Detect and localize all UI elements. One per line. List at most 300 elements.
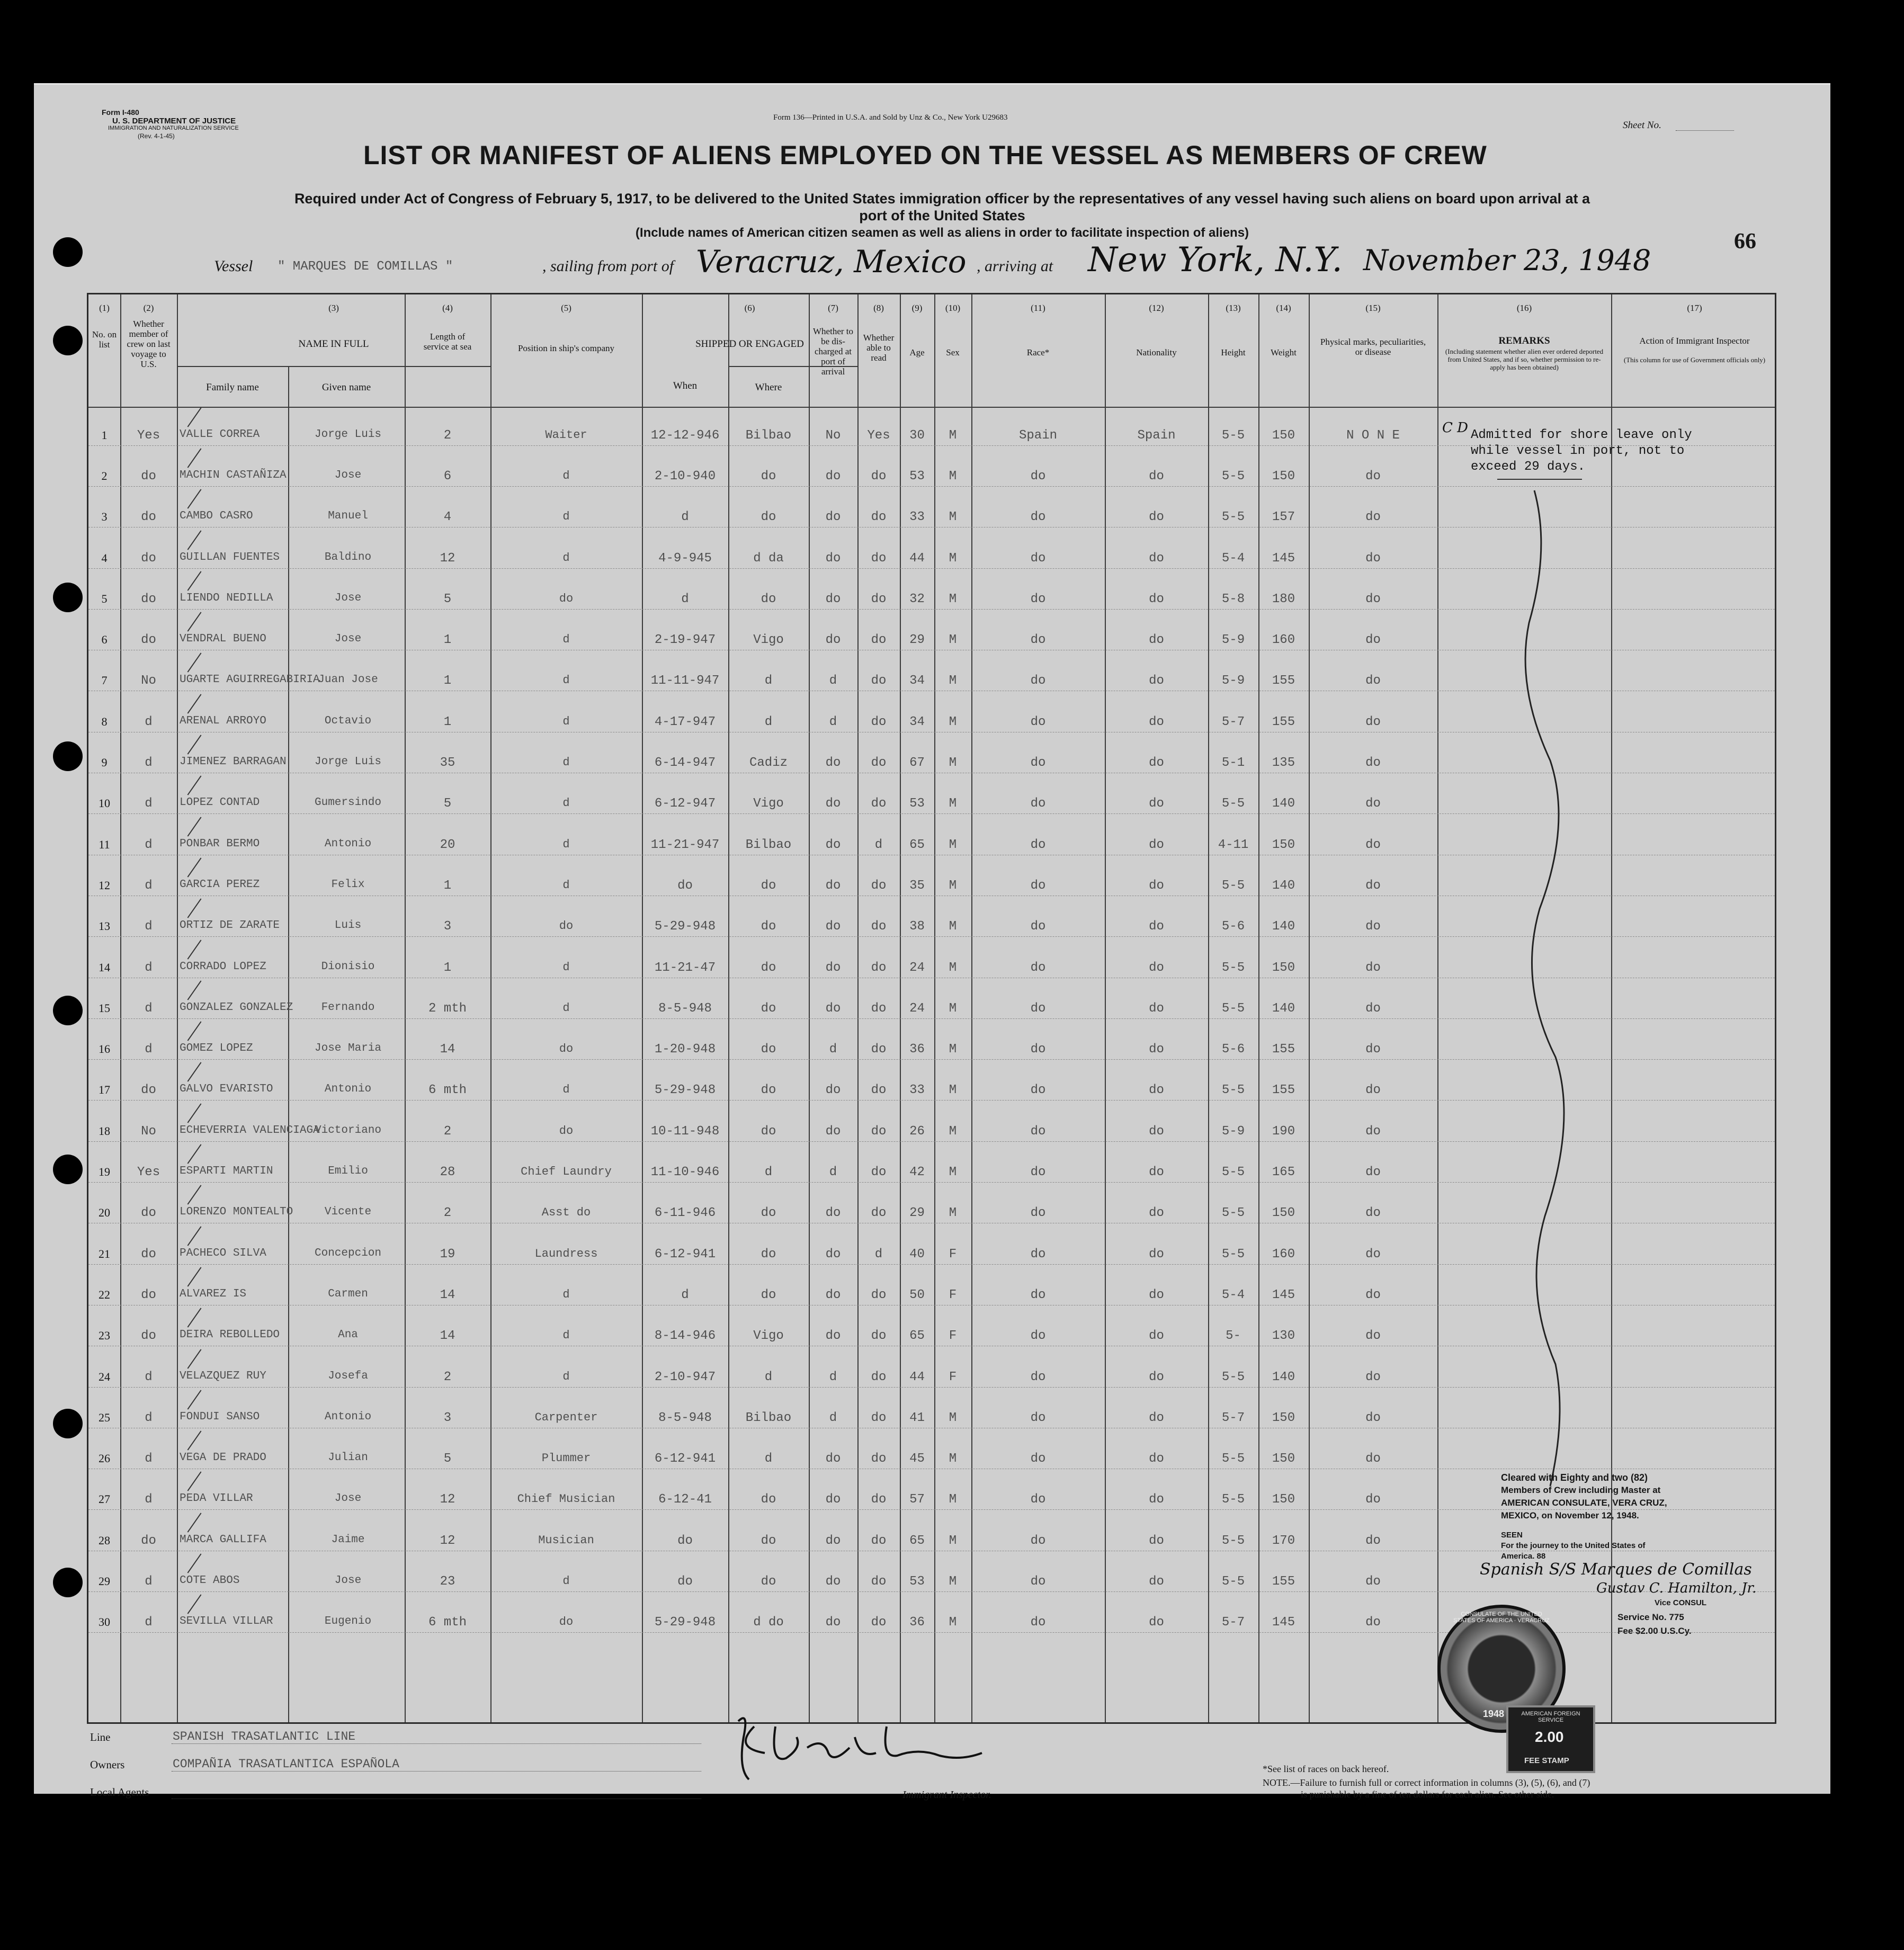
row-length-service: 1 — [443, 633, 452, 648]
row-number: 19 — [99, 1165, 110, 1179]
row-physical-marks: do — [1365, 551, 1381, 566]
row-height: 5-5 — [1221, 960, 1245, 975]
row-able-to-read: do — [871, 1001, 887, 1016]
row-weight: 150 — [1272, 1492, 1295, 1507]
row-nationality: do — [1149, 1575, 1164, 1589]
row-given-name: Manuel — [328, 510, 368, 523]
row-given-name: Dionisio — [321, 960, 375, 973]
row-number: 20 — [99, 1206, 110, 1220]
row-shipped-where: d da — [753, 551, 784, 566]
col-inspector-note: (This column for use of Government officials only) — [1623, 356, 1766, 364]
row-able-to-read: do — [871, 919, 887, 934]
row-shipped-when: 8-5-948 — [658, 1410, 712, 1425]
row-physical-marks: do — [1365, 1370, 1381, 1384]
row-given-name: Jose — [334, 1575, 362, 1587]
row-weight: 150 — [1272, 428, 1295, 443]
row-length-service: 3 — [443, 919, 452, 934]
row-age: 53 — [909, 1575, 925, 1589]
row-nationality: do — [1149, 1329, 1164, 1344]
row-discharged: do — [825, 1247, 841, 1262]
row-family-name: SEVILLA VILLAR — [180, 1615, 273, 1628]
row-shipped-where: d — [764, 714, 773, 729]
clearance-date: MEXICO, on November 12, 1948. — [1501, 1510, 1639, 1520]
row-weight: 140 — [1272, 1370, 1295, 1384]
row-number: 2 — [101, 469, 108, 482]
row-height: 5-5 — [1221, 878, 1245, 893]
row-position: do — [559, 1615, 574, 1629]
col1-num: (1) — [99, 303, 110, 313]
row-race: do — [1030, 1533, 1046, 1548]
row-sex: F — [949, 1370, 957, 1384]
row-race: do — [1030, 469, 1046, 484]
row-family-name: FONDUI SANSO — [180, 1410, 260, 1423]
row-shipped-where: d — [764, 1452, 773, 1466]
row-age: 50 — [909, 1287, 925, 1302]
row-length-service: 19 — [440, 1247, 455, 1262]
row-age: 29 — [909, 633, 925, 648]
row-height: 5-5 — [1221, 1452, 1245, 1466]
row-age: 26 — [909, 1124, 925, 1139]
col-crew-last-voyage: Whether member of crew on last voyage to U.S. — [127, 319, 171, 369]
col-given-name: Given name — [321, 382, 371, 393]
row-crew-last-voyage: do — [141, 633, 156, 648]
row-sex: M — [949, 674, 957, 688]
col-remarks-note: (Including statement whether alien ever ordered deported from United States, and if so, whether permission to re-apply has been obtained) — [1445, 347, 1604, 371]
row-nationality: do — [1149, 1042, 1164, 1057]
punch-hole — [53, 583, 83, 612]
row-sex: M — [949, 592, 957, 606]
row-age: 33 — [909, 1083, 925, 1098]
row-height: 5-5 — [1221, 1247, 1245, 1262]
row-physical-marks: do — [1365, 1206, 1381, 1221]
col12-num: (12) — [1149, 303, 1164, 313]
consulate-clearance — [1474, 1472, 1819, 1636]
row-nationality: do — [1149, 1533, 1164, 1548]
row-height: 5- — [1226, 1329, 1241, 1344]
row-number: 12 — [99, 878, 110, 892]
clearance-crew: Members of Crew including Master at — [1501, 1485, 1661, 1495]
manifest-sheet — [34, 83, 1830, 1801]
row-family-name: GONZALEZ GONZALEZ — [180, 1001, 293, 1014]
row-discharged: do — [825, 919, 841, 934]
row-discharged: do — [825, 1001, 841, 1016]
row-age: 29 — [909, 1206, 925, 1221]
row-shipped-when: 4-17-947 — [654, 714, 716, 729]
row-discharged: do — [825, 1615, 841, 1630]
row-given-name: Fernando — [321, 1001, 375, 1014]
row-crew-last-voyage: d — [145, 1370, 153, 1384]
row-physical-marks: do — [1365, 837, 1381, 852]
col-position: Position in ship's company — [517, 343, 615, 353]
row-physical-marks: do — [1365, 756, 1381, 771]
row-crew-last-voyage: d — [145, 960, 153, 975]
row-age: 34 — [909, 674, 925, 688]
row-number: 15 — [99, 1001, 110, 1015]
row-number: 17 — [99, 1083, 110, 1097]
department-name: U. S. DEPARTMENT OF JUSTICE — [112, 117, 236, 126]
row-race: do — [1030, 1042, 1046, 1057]
row-crew-last-voyage: do — [141, 469, 156, 484]
row-discharged: do — [825, 1083, 841, 1098]
immigrant-inspector-label: Immigrant Inspector. — [902, 1789, 991, 1801]
row-weight: 155 — [1272, 1042, 1295, 1057]
col-age: Age — [909, 347, 925, 357]
row-race: do — [1030, 919, 1046, 934]
row-position: d — [562, 1083, 570, 1097]
row-given-name: Jose Maria — [314, 1042, 382, 1055]
row-weight: 180 — [1272, 592, 1295, 606]
col-height: Height — [1221, 347, 1246, 357]
seal-date: 1948 — [1483, 1709, 1505, 1719]
row-family-name: GUILLAN FUENTES — [180, 551, 280, 563]
row-length-service: 2 mth — [428, 1001, 467, 1016]
row-given-name: Jose — [334, 633, 362, 646]
row-sex: M — [949, 1124, 957, 1139]
row-number: 30 — [99, 1615, 110, 1629]
row-race: do — [1030, 878, 1046, 893]
row-able-to-read: do — [871, 1492, 887, 1507]
col-able-to-read: Whether able to read — [863, 333, 895, 363]
row-shipped-where: do — [761, 1247, 776, 1262]
row-number: 18 — [99, 1124, 110, 1138]
row-nationality: do — [1149, 797, 1164, 811]
col-inspector-action: Action of Immigrant Inspector — [1639, 336, 1750, 346]
row-discharged: do — [825, 1452, 841, 1466]
row-shipped-when: 6-14-947 — [654, 756, 716, 771]
row-shipped-where: do — [761, 960, 776, 975]
row-age: 65 — [909, 837, 925, 852]
row-age: 44 — [909, 551, 925, 566]
row-length-service: 23 — [440, 1575, 455, 1589]
row-physical-marks: do — [1365, 1492, 1381, 1507]
row-able-to-read: do — [871, 1533, 887, 1548]
remarks-margin-mark: C D — [1442, 420, 1469, 436]
row-height: 5-9 — [1221, 1124, 1245, 1139]
row-shipped-where: do — [761, 1083, 776, 1098]
row-age: 35 — [909, 878, 925, 893]
row-position: do — [559, 1124, 574, 1138]
row-length-service: 12 — [440, 1492, 455, 1507]
row-discharged: d — [829, 1042, 837, 1057]
row-able-to-read: do — [871, 1206, 887, 1221]
row-position: Carpenter — [534, 1410, 598, 1424]
row-physical-marks: do — [1365, 1247, 1381, 1262]
row-family-name: LOPEZ CONTAD — [180, 797, 260, 809]
col14-num: (14) — [1276, 303, 1291, 313]
row-physical-marks: do — [1365, 1124, 1381, 1139]
row-shipped-where: Cadiz — [749, 756, 788, 771]
row-weight: 145 — [1272, 551, 1295, 566]
row-shipped-when: 8-14-946 — [654, 1329, 716, 1344]
row-race: do — [1030, 1001, 1046, 1016]
row-race: do — [1030, 960, 1046, 975]
row-nationality: do — [1149, 1410, 1164, 1425]
row-crew-last-voyage: Yes — [137, 428, 160, 443]
row-height: 5-5 — [1221, 1370, 1245, 1384]
row-discharged: do — [825, 510, 841, 525]
row-discharged: d — [829, 674, 837, 688]
row-length-service: 5 — [443, 592, 452, 606]
row-weight: 155 — [1272, 1575, 1295, 1589]
row-able-to-read: do — [871, 1575, 887, 1589]
row-age: 41 — [909, 1410, 925, 1425]
row-position: d — [562, 797, 570, 810]
col17-num: (17) — [1687, 303, 1702, 313]
row-sex: M — [949, 960, 957, 975]
row-sex: M — [949, 1001, 957, 1016]
row-shipped-when: 2-10-940 — [654, 469, 716, 484]
row-family-name: UGARTE AGUIRREGABIRIA — [180, 674, 320, 686]
remarks-note-1: Admitted for shore leave only — [1471, 428, 1692, 442]
owners-label: Owners — [90, 1758, 125, 1771]
clearance-consulate: AMERICAN CONSULATE, VERA CRUZ, — [1501, 1498, 1667, 1508]
row-length-service: 5 — [443, 797, 452, 811]
seen-label: SEEN — [1501, 1531, 1523, 1540]
row-weight: 160 — [1272, 1247, 1295, 1262]
row-able-to-read: do — [871, 592, 887, 606]
row-race: do — [1030, 837, 1046, 852]
row-able-to-read: do — [871, 797, 887, 811]
seal-text: CONSULATE OF THE UNITED STATES OF AMERICA · VERACRUZ — [1453, 1611, 1550, 1624]
row-crew-last-voyage: d — [145, 1042, 153, 1057]
row-shipped-when: 4-9-945 — [658, 551, 712, 566]
row-given-name: Jose — [334, 469, 362, 481]
row-age: 65 — [909, 1329, 925, 1344]
row-race: do — [1030, 714, 1046, 729]
row-family-name: VALLE CORREA — [180, 428, 260, 441]
row-position: d — [562, 1575, 570, 1588]
row-sex: M — [949, 1533, 957, 1548]
row-height: 5-5 — [1221, 428, 1245, 443]
row-crew-last-voyage: d — [145, 1575, 153, 1589]
row-discharged: do — [825, 878, 841, 893]
punch-hole — [53, 1155, 83, 1184]
row-age: 38 — [909, 919, 925, 934]
row-number: 25 — [99, 1410, 110, 1424]
col-physical-marks: Physical marks, peculiarities, or disease — [1320, 337, 1426, 357]
form-number: Form I-480 — [102, 108, 139, 117]
row-sex: M — [949, 756, 957, 771]
row-family-name: LIENDO NEDILLA — [180, 592, 273, 604]
row-shipped-where: do — [761, 878, 776, 893]
row-physical-marks: do — [1365, 592, 1381, 606]
row-shipped-when: 5-29-948 — [654, 1615, 716, 1630]
row-sex: M — [949, 1083, 957, 1098]
row-physical-marks: do — [1365, 1165, 1381, 1180]
row-able-to-read: do — [871, 878, 887, 893]
row-able-to-read: do — [871, 1165, 887, 1180]
row-weight: 157 — [1272, 510, 1295, 525]
row-able-to-read: do — [871, 1124, 887, 1139]
row-crew-last-voyage: d — [145, 1492, 153, 1507]
row-physical-marks: do — [1365, 510, 1381, 525]
row-length-service: 1 — [443, 714, 452, 729]
row-shipped-where: do — [761, 510, 776, 525]
row-sex: M — [949, 633, 957, 648]
row-position: Musician — [538, 1533, 594, 1547]
row-given-name: Jorge Luis — [314, 428, 382, 441]
row-length-service: 6 mth — [428, 1083, 467, 1098]
vice-consul-label: Vice CONSUL — [1655, 1598, 1707, 1607]
row-position: do — [559, 1042, 574, 1056]
row-sex: M — [949, 714, 957, 729]
row-race: do — [1030, 797, 1046, 811]
row-given-name: Felix — [331, 878, 365, 891]
row-discharged: d — [829, 714, 837, 729]
row-height: 5-8 — [1221, 592, 1245, 606]
row-shipped-where: do — [761, 592, 776, 606]
row-number: 1 — [101, 428, 108, 442]
row-discharged: do — [825, 1206, 841, 1221]
col6-num: (6) — [744, 303, 755, 313]
row-position: d — [562, 1329, 570, 1343]
row-age: 36 — [909, 1042, 925, 1057]
row-weight: 170 — [1272, 1533, 1295, 1548]
row-physical-marks: do — [1365, 1533, 1381, 1548]
row-family-name: CORRADO LOPEZ — [180, 960, 266, 973]
row-sex: M — [949, 1410, 957, 1425]
row-given-name: Carmen — [328, 1287, 368, 1300]
row-given-name: Josefa — [328, 1370, 368, 1382]
row-shipped-when: 6-12-947 — [654, 797, 716, 811]
row-length-service: 1 — [443, 674, 452, 688]
row-shipped-where: d — [764, 1165, 773, 1180]
subtitle-continued: port of the United States — [859, 208, 1025, 223]
row-position: Asst do — [541, 1206, 591, 1220]
row-position: d — [562, 674, 570, 687]
arriving-port: New York, N.Y. — [1088, 240, 1343, 280]
row-shipped-when: 8-5-948 — [658, 1001, 712, 1016]
row-position: d — [562, 1001, 570, 1015]
row-able-to-read: do — [871, 1370, 887, 1384]
row-crew-last-voyage: do — [141, 592, 156, 606]
row-position: Chief Laundry — [521, 1165, 612, 1179]
row-height: 5-7 — [1221, 1410, 1245, 1425]
row-number: 8 — [101, 714, 108, 728]
row-discharged: do — [825, 592, 841, 606]
row-height: 5-6 — [1221, 919, 1245, 934]
row-family-name: COTE ABOS — [180, 1575, 240, 1587]
row-shipped-when: 1-20-948 — [654, 1042, 716, 1057]
row-crew-last-voyage: d — [145, 797, 153, 811]
row-height: 5-7 — [1221, 714, 1245, 729]
row-crew-last-voyage: d — [145, 837, 153, 852]
row-weight: 165 — [1272, 1165, 1295, 1180]
row-height: 5-5 — [1221, 469, 1245, 484]
row-race: do — [1030, 1165, 1046, 1180]
row-number: 26 — [99, 1452, 110, 1465]
row-number: 4 — [101, 551, 108, 565]
row-shipped-where: Bilbao — [745, 1410, 792, 1425]
row-shipped-when: 2-19-947 — [654, 633, 716, 648]
row-able-to-read: do — [871, 756, 887, 771]
row-position: Waiter — [545, 428, 587, 442]
row-shipped-where: Vigo — [753, 797, 784, 811]
row-weight: 130 — [1272, 1329, 1295, 1344]
col2-num: (2) — [143, 303, 154, 313]
row-family-name: LORENZO MONTEALTO — [180, 1206, 293, 1219]
arrival-date: November 23, 1948 — [1363, 244, 1651, 277]
owners-value: COMPAÑIA TRASATLANTICA ESPAÑOLA — [173, 1757, 399, 1771]
row-family-name: PEDA VILLAR — [180, 1492, 253, 1505]
row-crew-last-voyage: d — [145, 714, 153, 729]
row-position: Plummer — [541, 1452, 591, 1465]
row-physical-marks: do — [1365, 1575, 1381, 1589]
row-race: do — [1030, 510, 1046, 525]
row-sex: M — [949, 428, 957, 443]
row-age: 42 — [909, 1165, 925, 1180]
col-shipped-engaged: SHIPPED OR ENGAGED — [695, 338, 804, 350]
row-length-service: 12 — [440, 1533, 455, 1548]
row-position: d — [562, 510, 570, 524]
row-discharged: do — [825, 1533, 841, 1548]
row-race: Spain — [1018, 428, 1057, 443]
row-given-name: Eugenio — [324, 1615, 372, 1628]
punch-hole — [53, 326, 83, 355]
row-physical-marks: do — [1365, 1329, 1381, 1344]
row-discharged: do — [825, 960, 841, 975]
row-given-name: Antonio — [324, 1410, 372, 1423]
row-age: 32 — [909, 592, 925, 606]
form-revision: (Rev. 4-1-45) — [138, 132, 175, 140]
row-number: 29 — [99, 1575, 110, 1588]
row-physical-marks: do — [1365, 469, 1381, 484]
row-physical-marks: do — [1365, 1287, 1381, 1302]
row-family-name: PONBAR BERMO — [180, 837, 260, 850]
row-sex: M — [949, 797, 957, 811]
row-nationality: do — [1149, 1492, 1164, 1507]
row-age: 40 — [909, 1247, 925, 1262]
row-shipped-when: 6-12-941 — [654, 1247, 716, 1262]
row-length-service: 28 — [440, 1165, 455, 1180]
row-weight: 155 — [1272, 1083, 1295, 1098]
col11-num: (11) — [1031, 303, 1045, 313]
row-physical-marks: do — [1365, 1083, 1381, 1098]
row-race: do — [1030, 551, 1046, 566]
row-length-service: 2 — [443, 1206, 452, 1221]
row-race: do — [1030, 1124, 1046, 1139]
row-position: d — [562, 469, 570, 482]
row-age: 53 — [909, 797, 925, 811]
row-physical-marks: do — [1365, 1410, 1381, 1425]
row-length-service: 1 — [443, 960, 452, 975]
row-shipped-where: do — [761, 919, 776, 934]
row-crew-last-voyage: d — [145, 1410, 153, 1425]
row-shipped-when: 11-11-947 — [650, 674, 720, 688]
row-position: d — [562, 633, 570, 647]
row-position: d — [562, 551, 570, 565]
row-shipped-when: 6-12-941 — [654, 1452, 716, 1466]
row-height: 5-5 — [1221, 1001, 1245, 1016]
row-discharged: do — [825, 756, 841, 771]
row-able-to-read: do — [871, 551, 887, 566]
row-discharged: do — [825, 1287, 841, 1302]
row-nationality: do — [1149, 756, 1164, 771]
row-age: 24 — [909, 960, 925, 975]
col-race: Race* — [1026, 347, 1050, 357]
row-number: 22 — [99, 1287, 110, 1301]
row-given-name: Ana — [338, 1329, 358, 1341]
row-number: 6 — [101, 633, 108, 647]
row-family-name: MARCA GALLIFA — [180, 1533, 266, 1546]
row-shipped-where: d — [764, 674, 773, 688]
page-mark: 66 — [1734, 229, 1756, 254]
row-shipped-where: Vigo — [753, 1329, 784, 1344]
row-given-name: Concepcion — [314, 1247, 382, 1259]
row-shipped-where: do — [761, 1492, 776, 1507]
row-nationality: do — [1149, 1287, 1164, 1302]
row-length-service: 14 — [440, 1287, 455, 1302]
